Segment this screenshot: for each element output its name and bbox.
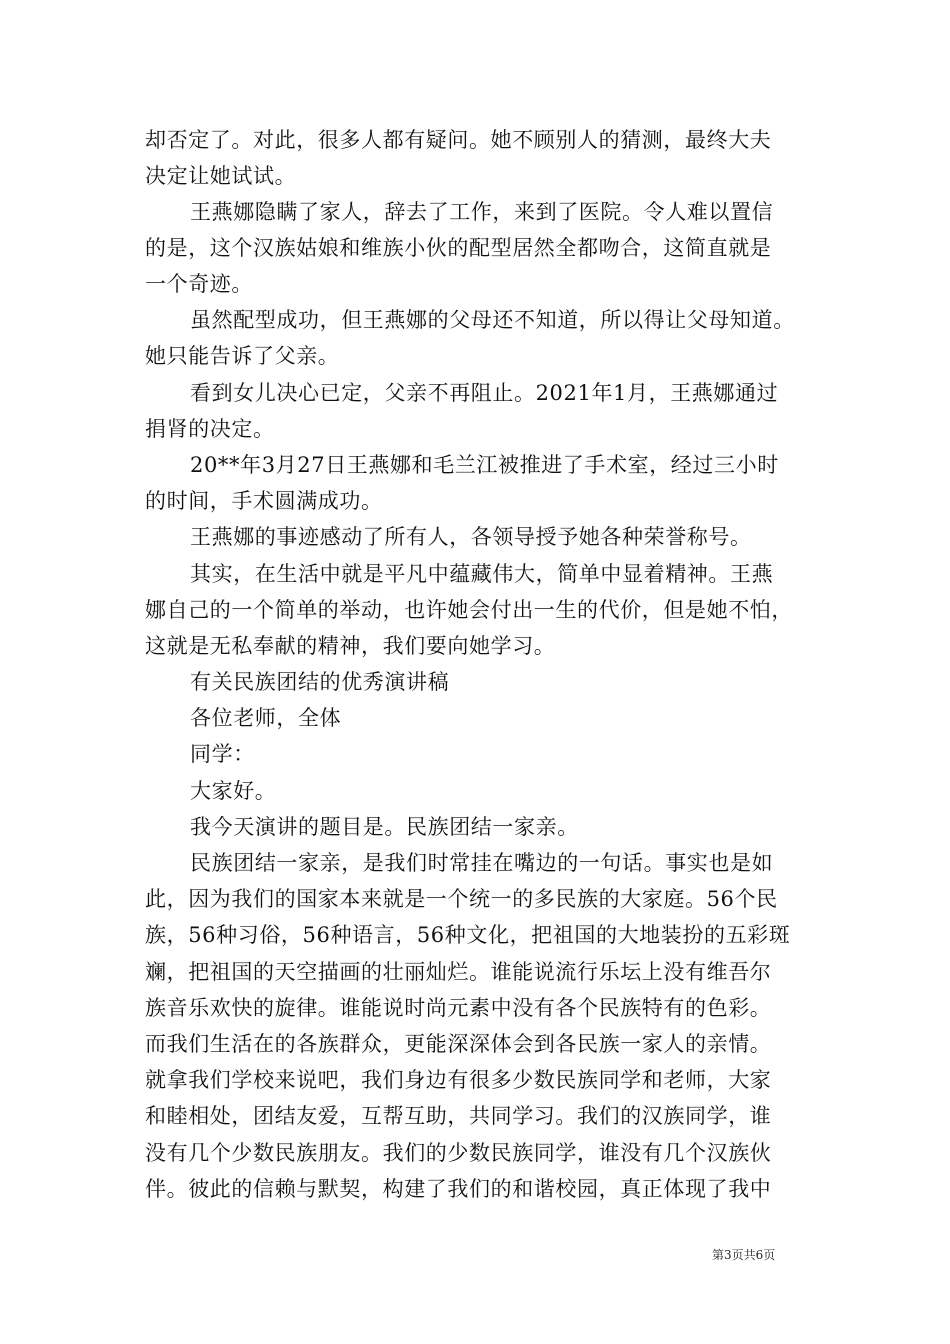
text-line: 这就是无私奉献的精神，我们要向她学习。 xyxy=(145,634,556,658)
text-line: 的时间，手术圆满成功。 xyxy=(145,489,383,513)
greeting: 大家好。 xyxy=(190,779,277,803)
paragraph-start: 看到女儿决心已定，父亲不再阻止。2021年1月，王燕娜通过 xyxy=(190,381,779,405)
text-line: 族音乐欢快的旋律。谁能说时尚元素中没有各个民族特有的色彩。 xyxy=(145,996,772,1020)
text-line: 而我们生活在的各族群众，更能深深体会到各民族一家人的亲情。 xyxy=(145,1032,772,1056)
text-line: 就拿我们学校来说吧，我们身边有很多少数民族同学和老师，大家 xyxy=(145,1068,772,1092)
text-line: 一个奇迹。 xyxy=(145,272,253,296)
text-line: 的是，这个汉族姑娘和维族小伙的配型居然全都吻合，这简直就是 xyxy=(145,236,772,260)
text-line: 和睦相处，团结友爱，互帮互助，共同学习。我们的汉族同学，谁 xyxy=(145,1104,772,1128)
text-line: 决定让她试试。 xyxy=(145,164,297,188)
text-line: 却否定了。对此，很多人都有疑问。她不顾别人的猜测，最终大夫 xyxy=(145,128,772,152)
paragraph-start: 20**年3月27日王燕娜和毛兰江被推进了手术室，经过三小时 xyxy=(190,453,779,477)
text-line: 娜自己的一个简单的举动，也许她会付出一生的代价，但是她不怕， xyxy=(145,598,793,622)
paragraph-start: 其实，在生活中就是平凡中蕴藏伟大，简单中显着精神。王燕 xyxy=(190,562,774,586)
paragraph-start: 虽然配型成功，但王燕娜的父母还不知道，所以得让父母知道。 xyxy=(190,308,795,332)
paragraph-start: 王燕娜隐瞒了家人，辞去了工作，来到了医院。令人难以置信 xyxy=(190,200,774,224)
text-line: 伴。彼此的信赖与默契，构建了我们的和谐校园，真正体现了我中 xyxy=(145,1177,772,1201)
text-line: 她只能告诉了父亲。 xyxy=(145,344,340,368)
text-line: 此，因为我们的国家本来就是一个统一的多民族的大家庭。56个民 xyxy=(145,887,778,911)
salutation: 各位老师，全体 xyxy=(190,706,342,730)
paragraph-start: 王燕娜的事迹感动了所有人，各领导授予她各种荣誉称号。 xyxy=(190,525,752,549)
paragraph-start: 民族团结一家亲，是我们时常挂在嘴边的一句话。事实也是如 xyxy=(190,851,774,875)
text-line: 族，56种习俗，56种语言，56种文化，把祖国的大地装扮的五彩斑 xyxy=(145,923,791,947)
salutation: 同学： xyxy=(190,742,255,766)
speech-title: 有关民族团结的优秀演讲稿 xyxy=(190,670,450,694)
paragraph-start: 我今天演讲的题目是。民族团结一家亲。 xyxy=(190,815,579,839)
page-number: 第3页共6页 xyxy=(712,1248,776,1262)
text-line: 捐肾的决定。 xyxy=(145,417,275,441)
text-line: 没有几个少数民族朋友。我们的少数民族同学，谁没有几个汉族伙 xyxy=(145,1141,772,1165)
text-line: 斓，把祖国的天空描画的壮丽灿烂。谁能说流行乐坛上没有维吾尔 xyxy=(145,960,772,984)
